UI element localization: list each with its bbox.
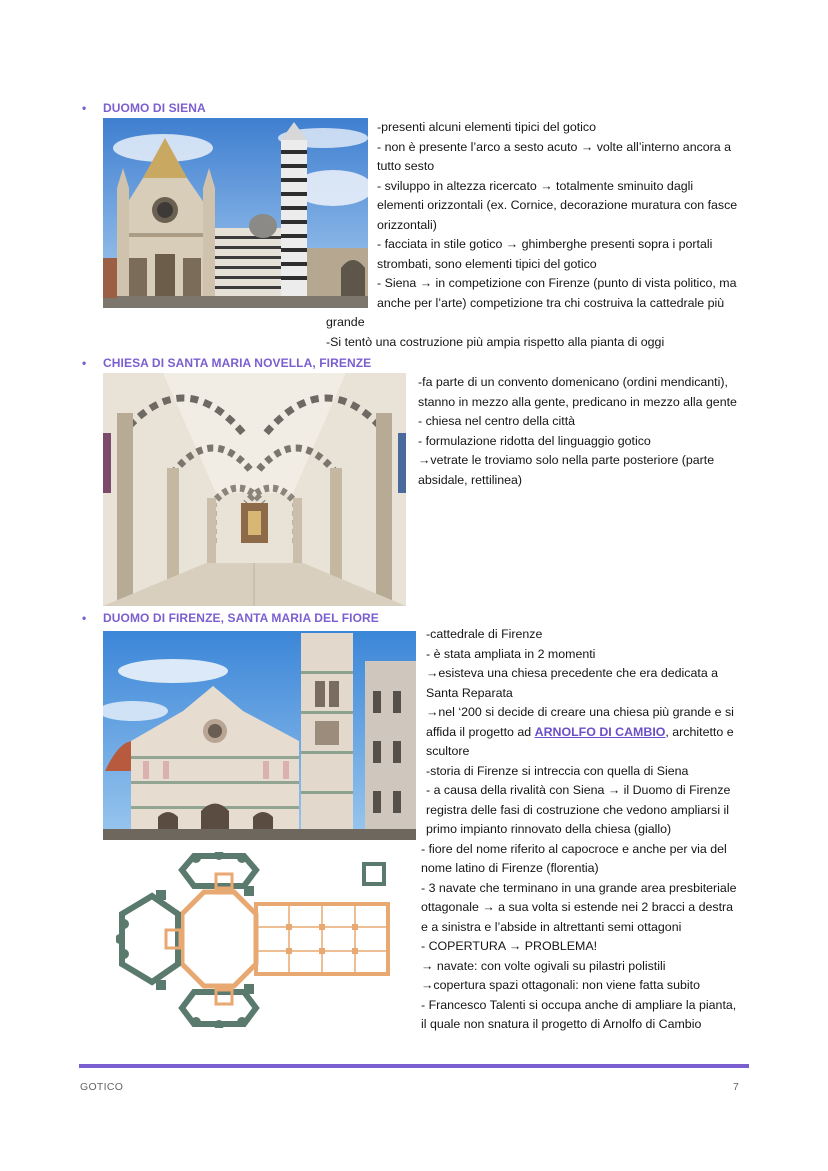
text-duomo-firenze [421, 625, 736, 1035]
text-line: - a causa della rivalità con Siena → il Duomo di Firenze [426, 783, 731, 797]
section-heading-duomo-firenze [82, 611, 379, 625]
section-heading-duomo-siena [82, 101, 206, 115]
text-line: tutto sesto [377, 159, 435, 173]
text-line: →esisteva una chiesa precedente che era dedicata a [426, 666, 719, 680]
text-line: - chiesa nel centro della città [418, 414, 576, 428]
link-prefix: affida il progetto ad [426, 724, 535, 739]
text-line: → navate: con volte ogivali su pilastri polistili [421, 958, 666, 973]
text-line: il quale non snatura il progetto di Arnolfo di Cambio [421, 1017, 702, 1031]
text-line: - formulazione ridotta del linguaggio gotico [418, 433, 651, 448]
text-line: →nel ‘200 si decide di creare una chiesa più grande e si [426, 705, 734, 719]
text-line: ottagonale → a sua volta si estende nei 2 bracci a destra [421, 900, 734, 914]
text-duomo-siena-wrap [326, 313, 664, 352]
text-line: elementi orizzontali (ex. Cornice, decorazione muratura con fasce [377, 198, 738, 212]
text-line: - non è presente l’arco a sesto acuto → volte all’interno ancora a [377, 139, 732, 154]
heading-text: DUOMO DI FIRENZE, SANTA MARIA DEL FIORE [103, 611, 379, 625]
heading-text: DUOMO DI SIENA [103, 101, 206, 115]
text-line: nome latino di Firenze (florentia) [421, 861, 599, 875]
text-line: →copertura spazi ottagonali: non viene fatta subito [421, 978, 700, 992]
text-line: - Siena → in competizione con Firenze (punto di vista politico, ma [377, 276, 737, 290]
text-line: -storia di Firenze si intreccia con quella di Siena [426, 763, 689, 778]
text-line: absidale, rettilinea) [418, 472, 523, 487]
bullet-icon: • [82, 356, 87, 370]
photo-duomo-siena [103, 118, 368, 308]
text-line: -Si tentò una costruzione più ampia rispetto alla pianta di oggi [326, 334, 665, 349]
text-line: -cattedrale di Firenze [426, 627, 543, 641]
text-line: primo impianto rinnovato della chiesa (giallo) [426, 822, 672, 836]
bullet-icon: • [82, 611, 87, 625]
text-line: - fiore del nome riferito al capocroce e anche per via del [421, 841, 727, 856]
text-line: registra delle fasi di costruzione che vedono ampliarsi il [426, 802, 730, 817]
photo-duomo-firenze [103, 631, 416, 840]
footer-divider [79, 1064, 749, 1068]
text-line: - sviluppo in altezza ricercato → totalmente sminuito dagli [377, 178, 694, 193]
text-line: →vetrate le troviamo solo nella parte posteriore (parte [418, 453, 715, 467]
text-line: -fa parte di un convento domenicano (ordini mendicanti), [418, 375, 728, 389]
text-santa-maria-novella [418, 373, 737, 490]
text-line: stanno in mezzo alla gente, predicano in mezzo alla gente [418, 394, 737, 409]
text-line: - Francesco Talenti si occupa anche di ampliare la pianta, [421, 997, 737, 1012]
section-heading-santa-maria-novella [82, 356, 372, 370]
text-line: - 3 navate che terminano in una grande area presbiteriale [421, 880, 737, 895]
floor-plan-duomo-firenze [116, 852, 396, 1028]
heading-text: CHIESA DI SANTA MARIA NOVELLA, FIRENZE [103, 356, 372, 370]
arnolfo-di-cambio-link[interactable]: ARNOLFO DI CAMBIO [534, 724, 666, 739]
text-line-with-link [421, 723, 736, 743]
text-line: Santa Reparata [426, 685, 513, 700]
text-line: - facciata in stile gotico → ghimberghe presenti sopra i portali [377, 237, 713, 251]
text-line: orizzontali) [377, 217, 437, 232]
text-line: e a sinistra e l’abside in altrettanti semi ottagoni [421, 919, 682, 934]
photo-santa-maria-novella-interior [103, 373, 406, 606]
text-line: strombati, sono elementi tipici del gotico [377, 256, 597, 271]
bullet-icon: • [82, 101, 87, 115]
footer-title: GOTICO [80, 1081, 124, 1093]
text-line: -presenti alcuni elementi tipici del gotico [377, 120, 597, 134]
link-suffix: , architetto e [665, 724, 734, 739]
text-line: anche per l’arte) competizione tra chi costruiva la cattedrale più [377, 295, 725, 310]
text-line: grande [326, 315, 365, 329]
text-duomo-siena [377, 118, 737, 313]
page-number: 7 [733, 1081, 739, 1093]
text-line: - COPERTURA → PROBLEMA! [421, 939, 598, 953]
text-line: scultore [426, 744, 470, 758]
text-line: - è stata ampliata in 2 momenti [426, 646, 596, 661]
